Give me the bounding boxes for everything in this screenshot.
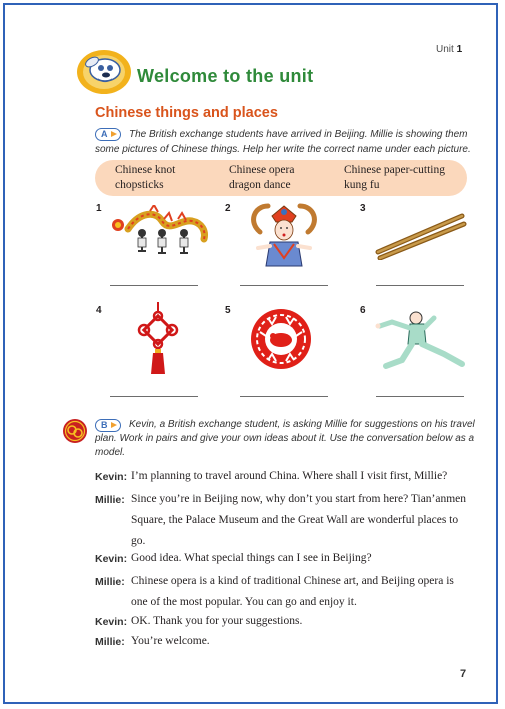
dialogue-text: I’m planning to travel around China. Where shall I visit first, Millie? [131,470,448,482]
speaker-name: Kevin: [95,471,128,483]
picture-number-1: 1 [96,203,102,214]
kung-fu-icon [372,308,468,372]
picture-number-6: 6 [360,305,366,316]
chinese-opera-icon [240,202,328,268]
answer-line-1[interactable] [110,285,198,286]
speaker-name: Kevin: [95,553,128,565]
dialogue-text: Since you’re in Beijing now, why don’t you start from here? Tian’anmen Square, the Palace Museum and the Great Wall are wonderful places to go. [131,493,467,547]
word-chinese-knot: Chinese knot [115,164,176,176]
dragon-dance-icon [106,205,210,265]
picture-number-3: 3 [360,203,366,214]
answer-line-4[interactable] [110,396,198,397]
robot-dog-logo-icon [74,44,134,96]
part-b-instruction: Kevin, a British exchange student, is asking Millie for suggestions on his travel plan. Work in pairs and give your own ideas about it. Use the conversation below as a model. [95,419,475,458]
dialogue-text: You’re welcome. [131,635,210,647]
section-title: Chinese things and places [95,105,278,121]
word-dragon-dance: dragon dance [229,179,291,191]
dialogue-text: OK. Thank you for your suggestions. [131,615,303,627]
part-a-instruction: The British exchange students have arrived in Beijing. Millie is showing them some pictures of Chinese things. Help her write the correct name under each picture. [95,129,471,155]
page-number: 7 [460,668,467,680]
part-b-letter: B [101,420,108,430]
speaker-name: Millie: [95,576,125,588]
word-chopsticks: chopsticks [115,179,164,191]
speaker-name: Millie: [95,494,125,506]
answer-line-5[interactable] [240,396,328,397]
answer-line-2[interactable] [240,285,328,286]
unit-label: Unit 1 [436,44,463,55]
word-bank-column-3 [344,163,445,193]
word-chinese-opera: Chinese opera [229,164,295,176]
picture-number-4: 4 [96,305,102,316]
dialogue-text: Good idea. What special things can I see in Beijing? [131,552,372,564]
word-bank-column-1 [115,163,175,193]
word-kung-fu: kung fu [344,179,380,191]
picture-number-5: 5 [225,305,231,316]
picture-number-2: 2 [225,203,231,214]
paper-cutting-icon [248,306,314,372]
part-a-letter: A [101,129,108,139]
dialogue-text: Chinese opera is a kind of traditional Chinese art, and Beijing opera is one of the most popular. You can go and enjoy it. [131,575,454,608]
word-bank-column-2 [229,163,294,193]
unit-title: Welcome to the unit [137,66,314,86]
speaker-name: Kevin: [95,616,128,628]
chopsticks-icon [372,210,468,260]
speech-bubbles-icon [62,418,88,444]
answer-line-3[interactable] [376,285,464,286]
answer-line-6[interactable] [376,396,464,397]
word-chinese-paper-cutting: Chinese paper-cutting [344,164,446,176]
chinese-knot-icon [130,302,186,376]
speaker-name: Millie: [95,636,125,648]
